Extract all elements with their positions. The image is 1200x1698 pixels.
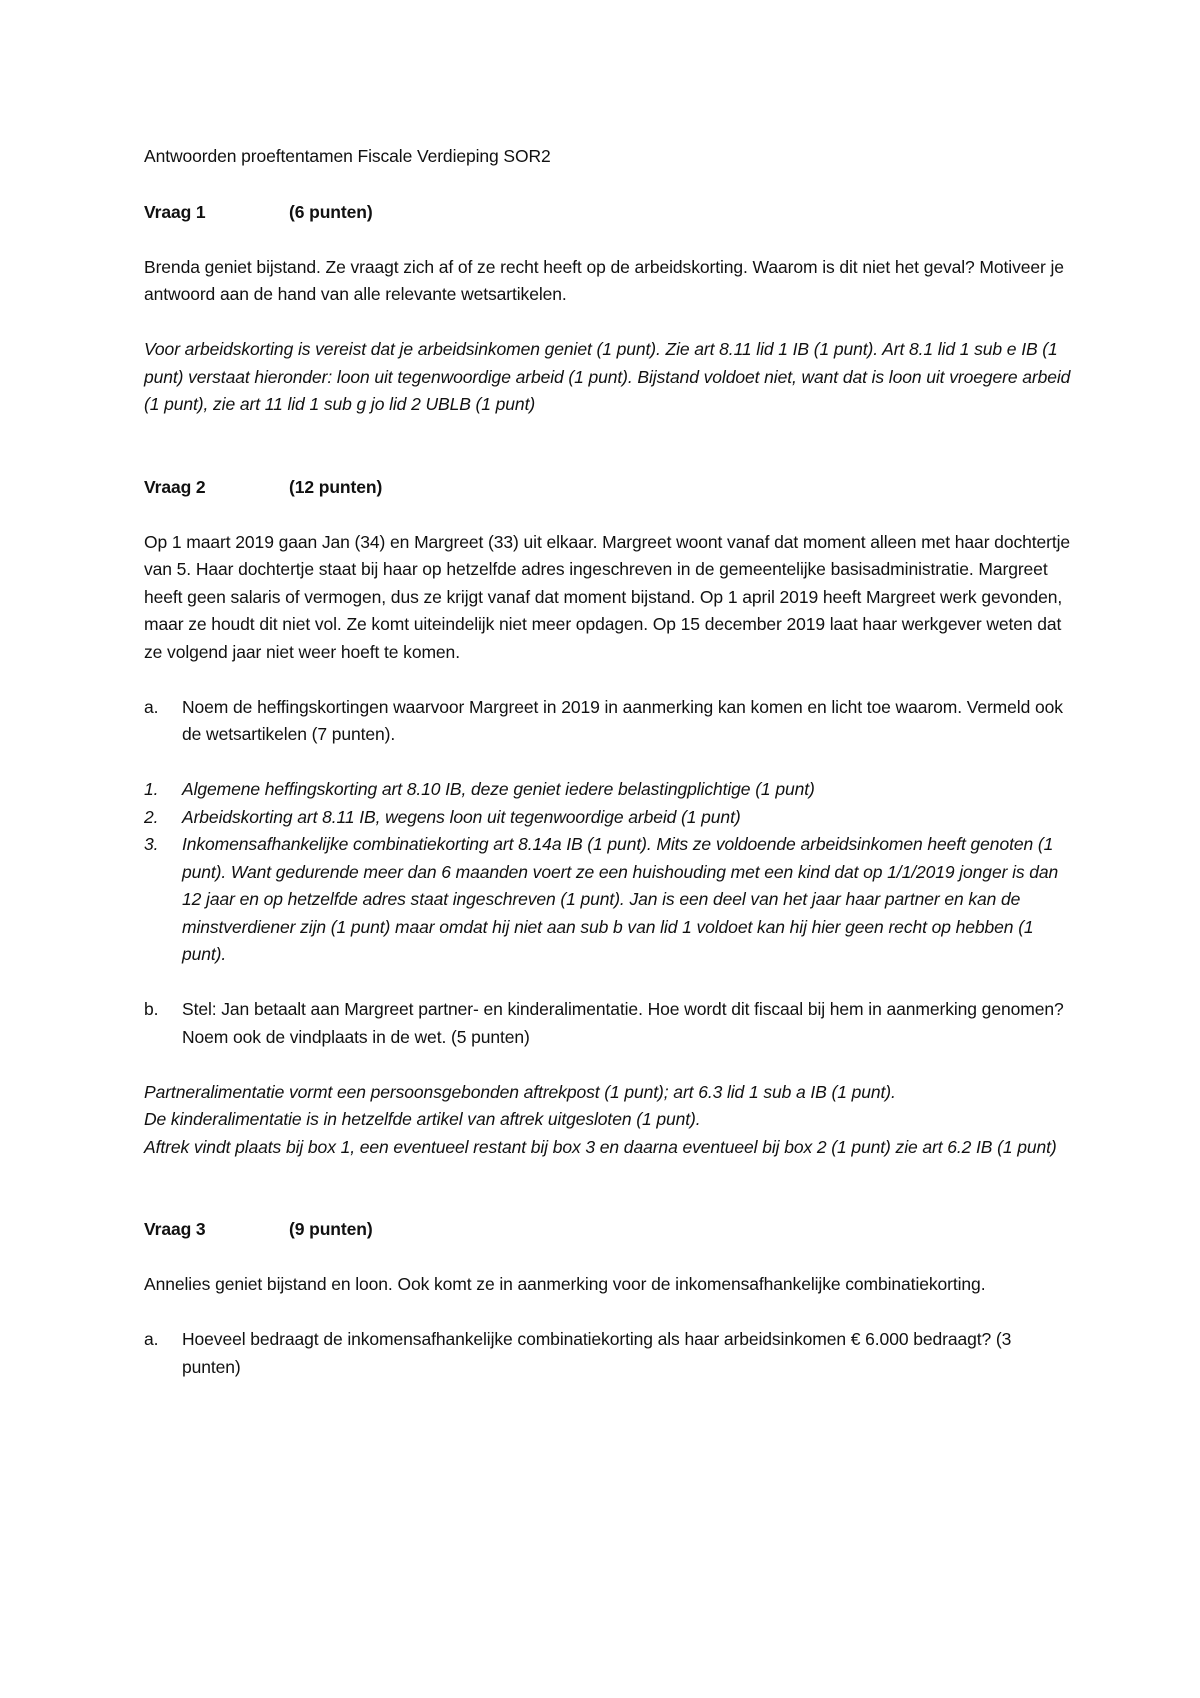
question-2b-answer-line-2: De kinderalimentatie is in hetzelfde artikel van aftrek uitgesloten (1 punt). [144,1109,701,1129]
list-item-text: Algemene heffingskorting art 8.10 IB, deze geniet iedere belastingplichtige (1 punt) [182,779,815,799]
question-1-label: Vraag 1 [144,201,206,222]
question-3-label: Vraag 3 [144,1219,206,1239]
question-1-text: Brenda geniet bijstand. Ze vraagt zich af of ze recht heeft op de arbeidskorting. Waarom is dit niet het geval? Motiveer je antwoord aan de hand van alle relevante wetsartikelen. [144,256,1064,304]
document-title: Antwoorden proeftentamen Fiscale Verdieping SOR2 [144,146,551,166]
list-item [144,776,1074,804]
question-1-heading [144,199,1074,227]
question-2a-text: Noem de heffingskortingen waarvoor Margreet in 2019 in aanmerking kan komen en licht toe waarom. Vermeld ook de wetsartikelen (7 punten). [182,696,1063,744]
list-item-number: 3. [144,834,159,854]
list-item-text: Arbeidskorting art 8.11 IB, wegens loon uit tegenwoordige arbeid (1 punt) [182,806,741,827]
question-3-heading [144,1216,1074,1244]
question-2b-mark: b. [144,999,159,1019]
question-2a-mark: a. [144,696,159,717]
question-2-heading [144,474,1074,502]
question-3-points: (9 punten) [289,1219,373,1239]
question-2-case: Op 1 maart 2019 gaan Jan (34) en Margreet (33) uit elkaar. Margreet woont vanaf dat moment alleen met haar dochtertje van 5. Haar dochtertje staat bij haar op hetzelfde adres ingeschreven in de gemeentelijke basisadministratie. Margreet heeft geen salaris of vermogen, dus ze krijgt vanaf dat moment bijstand. Op 1 april 2019 heeft Margreet werk gevonden, maar ze houdt dit niet vol. Ze komt uiteindelijk niet meer opdagen. Op 15 december 2019 laat haar werkgever weten dat ze volgend jaar niet weer hoeft te komen. [144,531,1071,662]
question-2a [144,694,1074,749]
list-item [144,804,1074,832]
list-item [144,831,1074,969]
list-item-number: 2. [144,806,159,827]
question-2b-answer-line-1: Partneralimentatie vormt een persoonsgebonden aftrekpost (1 punt); art 6.3 lid 1 sub a IB (1 punt). [144,1081,896,1102]
question-2b [144,996,1074,1051]
question-3a-text: Hoeveel bedraagt de inkomensafhankelijke combinatiekorting als haar arbeidsinkomen € 6.000 bedraagt? (3 punten) [182,1329,1012,1377]
question-3-case: Annelies geniet bijstand en loon. Ook komt ze in aanmerking voor de inkomensafhankelijke combinatiekorting. [144,1274,986,1294]
question-1-points: (6 punten) [289,201,373,222]
question-2b-text: Stel: Jan betaalt aan Margreet partner- en kinderalimentatie. Hoe wordt dit fiscaal bij hem in aanmerking genomen? Noem ook de vindplaats in de wet. (5 punten) [182,999,1064,1047]
list-item-number: 1. [144,779,159,799]
question-2-points: (12 punten) [289,476,383,497]
question-1-answer: Voor arbeidskorting is vereist dat je arbeidsinkomen geniet (1 punt). Zie art 8.11 lid 1 IB (1 punt). Art 8.1 lid 1 sub e IB (1 punt) verstaat hieronder: loon uit tegenwoordige arbeid (1 punt). Bijstand voldoet niet, want dat is loon uit vroegere arbeid (1 punt), zie art 11 lid 1 sub g jo lid 2 UBLB (1 punt) [144,339,1071,414]
question-3a [144,1326,1074,1381]
list-item-text: Inkomensafhankelijke combinatiekorting art 8.14a IB (1 punt). Mits ze voldoende arbeidsinkomen heeft genoten (1 punt). Want gedurende meer dan 6 maanden voert ze een huishouding met een kind dat op 1/1/2019 jonger is dan 12 jaar en op hetzelfde adres staat ingeschreven (1 punt). Jan is een deel van het jaar haar partner en kan de minstverdiener zijn (1 punt) maar omdat hij niet aan sub b van lid 1 voldoet kan hij hier geen recht op hebben (1 punt). [182,834,1059,964]
question-2-label: Vraag 2 [144,476,206,497]
question-2a-answer-list [144,776,1074,969]
question-2b-answer-line-3: Aftrek vindt plaats bij box 1, een eventueel restant bij box 3 en daarna eventueel bij box 2 (1 punt) zie art 6.2 IB (1 punt) [144,1136,1057,1157]
document-content [144,143,1074,1381]
question-3a-mark: a. [144,1329,159,1349]
